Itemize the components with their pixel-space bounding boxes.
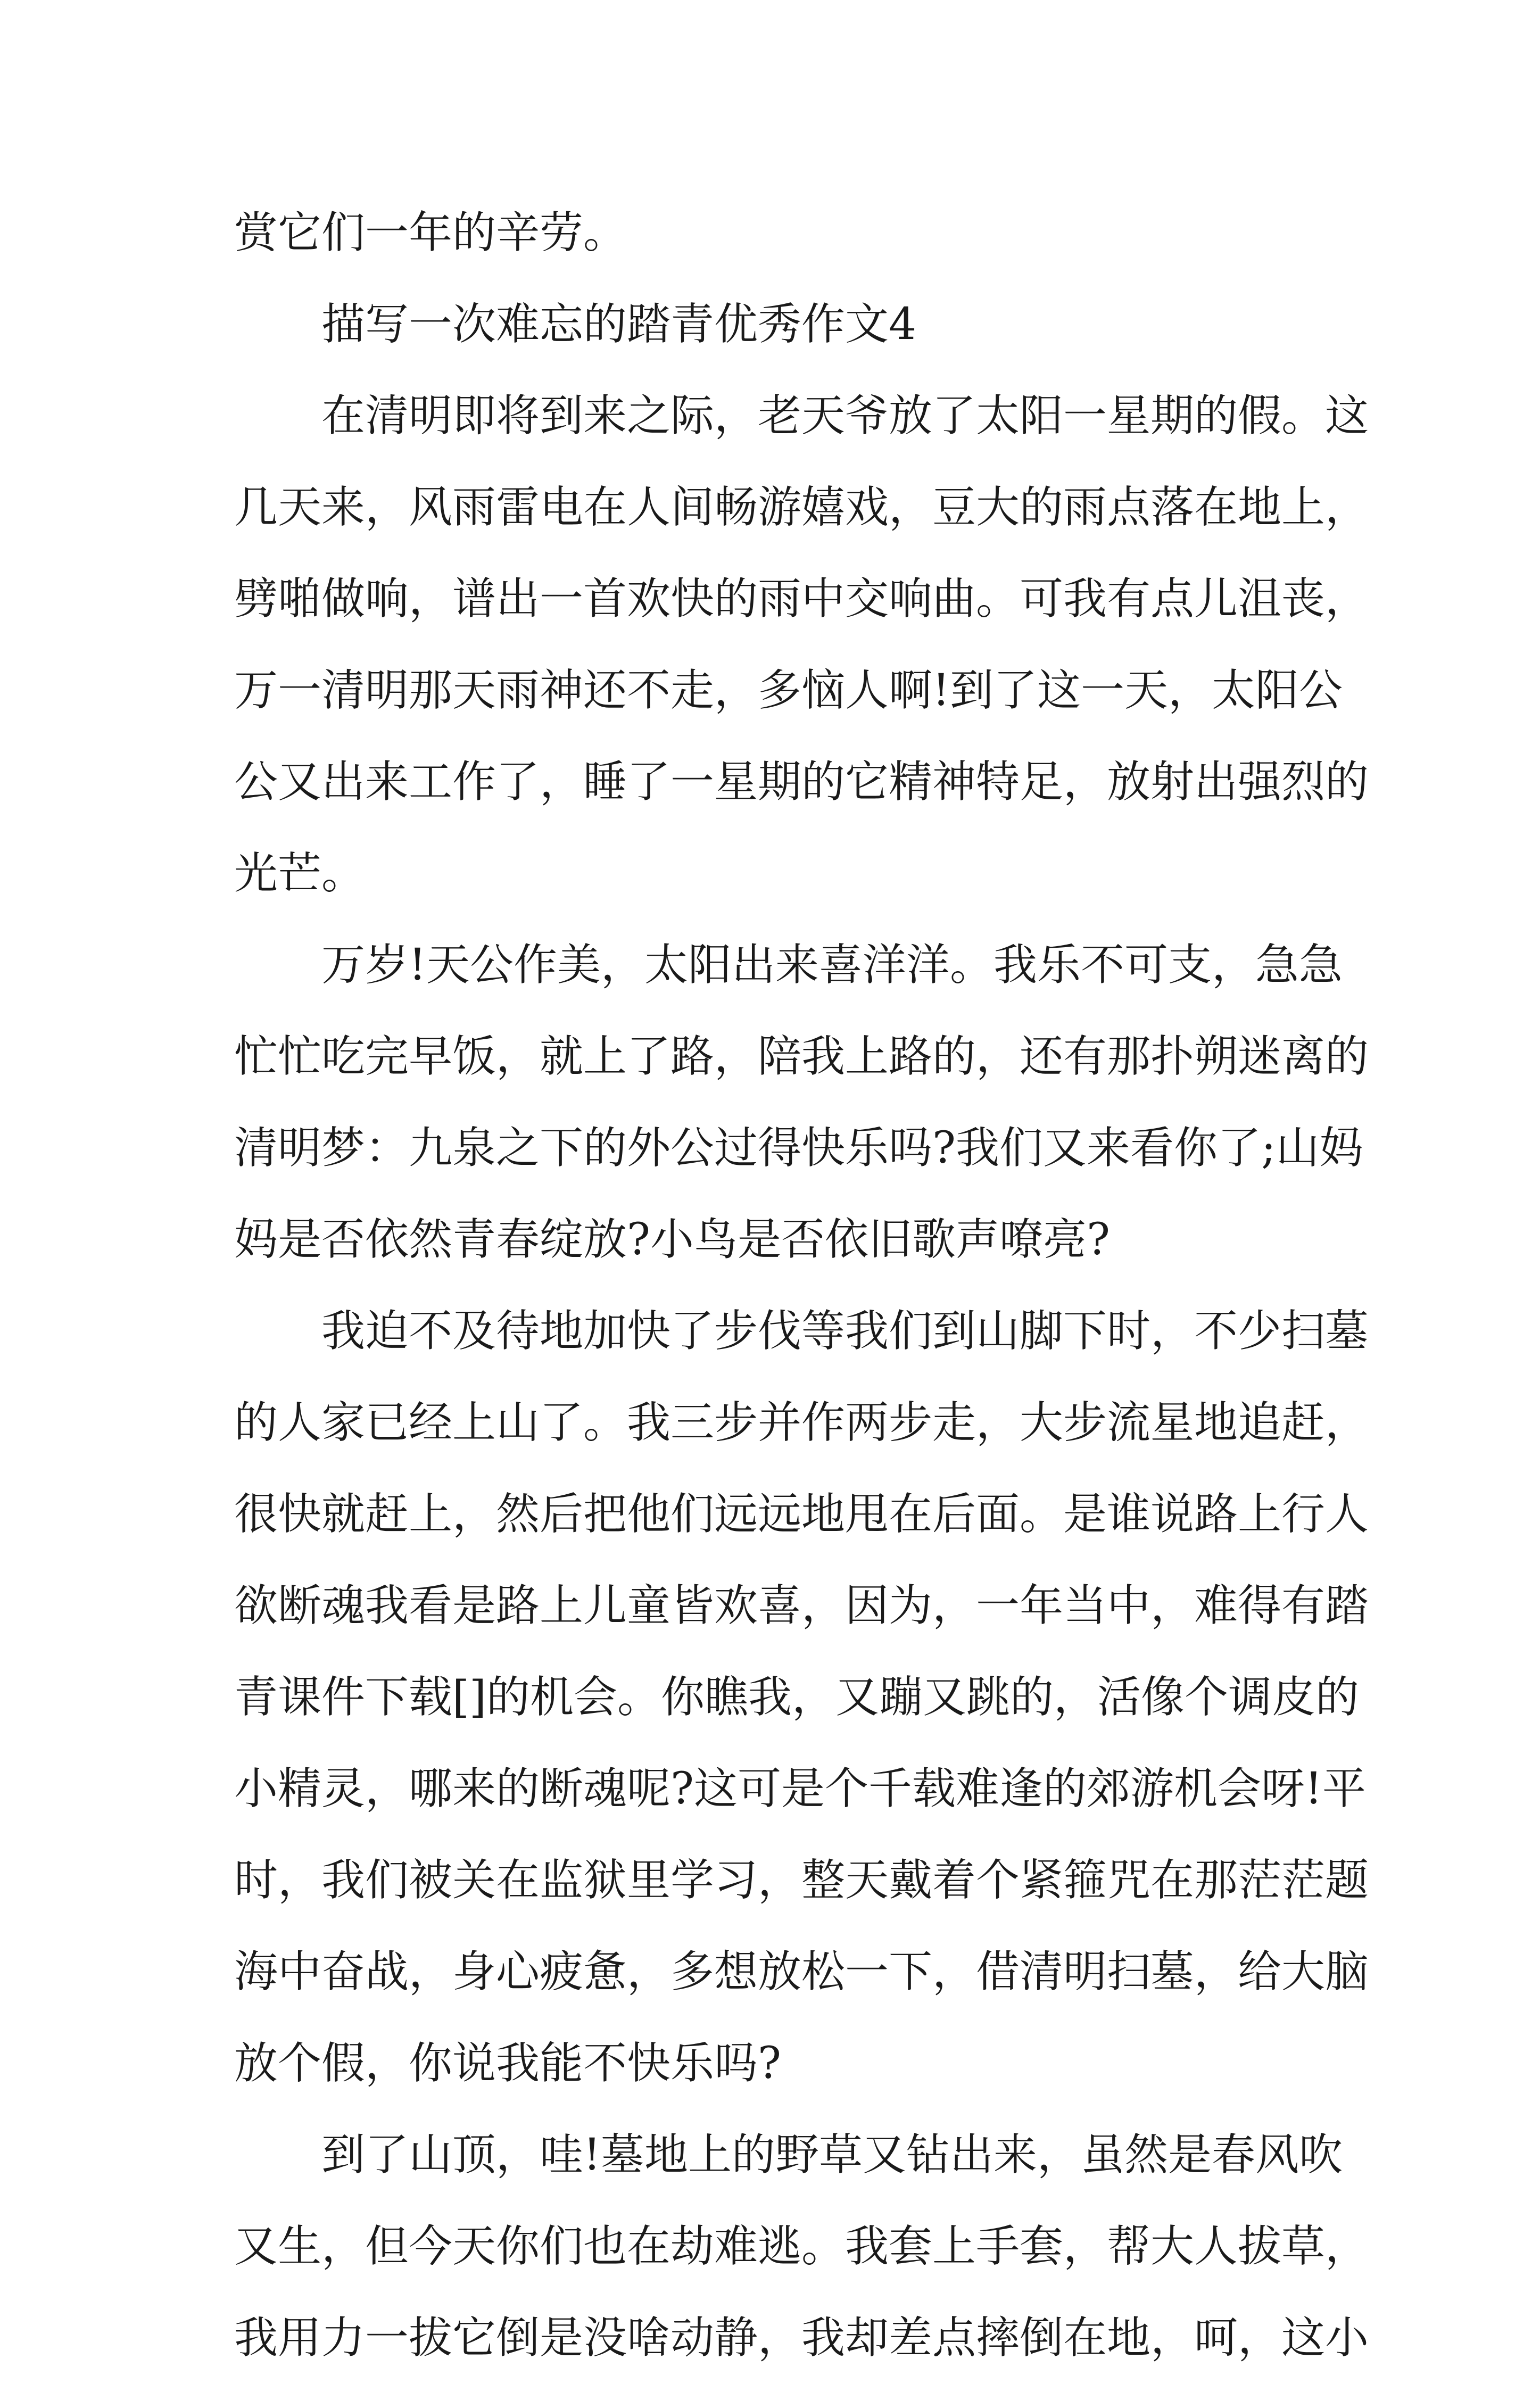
text-line: 我迫不及待地加快了步伐等我们到山脚下时，不少扫墓 [321,1306,1369,1356]
text-line: 放个假，你说我能不快乐吗? [234,2038,781,2089]
text-line: 万一清明那天雨神还不走，多恼人啊!到了这一天，太阳公 [234,665,1343,716]
text-line: 到了山顶，哇!墓地上的野草又钻出来，虽然是春风吹 [321,2130,1343,2180]
section-heading: 描写一次难忘的踏青优秀作文4 [321,299,917,350]
text-line: 赏它们一年的辛劳。 [234,208,627,258]
text-line: 我用力一拔它倒是没啥动静，我却差点摔倒在地，呵，这小 [234,2313,1369,2363]
text-line: 万岁!天公作美，太阳出来喜洋洋。我乐不可支，急急 [321,940,1343,990]
text-line: 很快就赶上，然后把他们远远地甩在后面。是谁说路上行人 [234,1489,1369,1539]
text-line: 妈是否依然青春绽放?小鸟是否依旧歌声嘹亮? [234,1214,1110,1265]
text-line: 几天来，风雨雷电在人间畅游嬉戏，豆大的雨点落在地上， [234,482,1369,533]
text-line: 时，我们被关在监狱里学习，整天戴着个紧箍咒在那茫茫题 [234,1855,1369,1906]
text-line: 忙忙吃完早饭，就上了路，陪我上路的，还有那扑朔迷离的 [234,1031,1369,1082]
text-line: 光芒。 [234,848,366,899]
text-line: 劈啪做响，谱出一首欢快的雨中交响曲。可我有点儿沮丧， [234,574,1369,624]
text-line: 小精灵，哪来的断魂呢?这可是个千载难逢的郊游机会呀!平 [234,1764,1366,1814]
text-line: 青课件下载[]的机会。你瞧我，又蹦又跳的，活像个调皮的 [234,1672,1359,1723]
document-body [234,187,1369,2384]
text-line: 海中奋战，身心疲惫，多想放松一下，借清明扫墓，给大脑 [234,1947,1369,1997]
text-line: 的人家已经上山了。我三步并作两步走，大步流星地追赶， [234,1397,1369,1448]
text-line: 在清明即将到来之际，老天爷放了太阳一星期的假。这 [321,391,1369,441]
text-line: 清明梦：九泉之下的外公过得快乐吗?我们又来看你了;山妈 [234,1123,1363,1173]
text-line: 公又出来工作了，睡了一星期的它精神特足，放射出强烈的 [234,757,1369,807]
text-line: 又生，但今天你们也在劫难逃。我套上手套，帮大人拔草， [234,2221,1369,2272]
text-line: 欲断魂我看是路上儿童皆欢喜，因为，一年当中，难得有踏 [234,1580,1369,1631]
